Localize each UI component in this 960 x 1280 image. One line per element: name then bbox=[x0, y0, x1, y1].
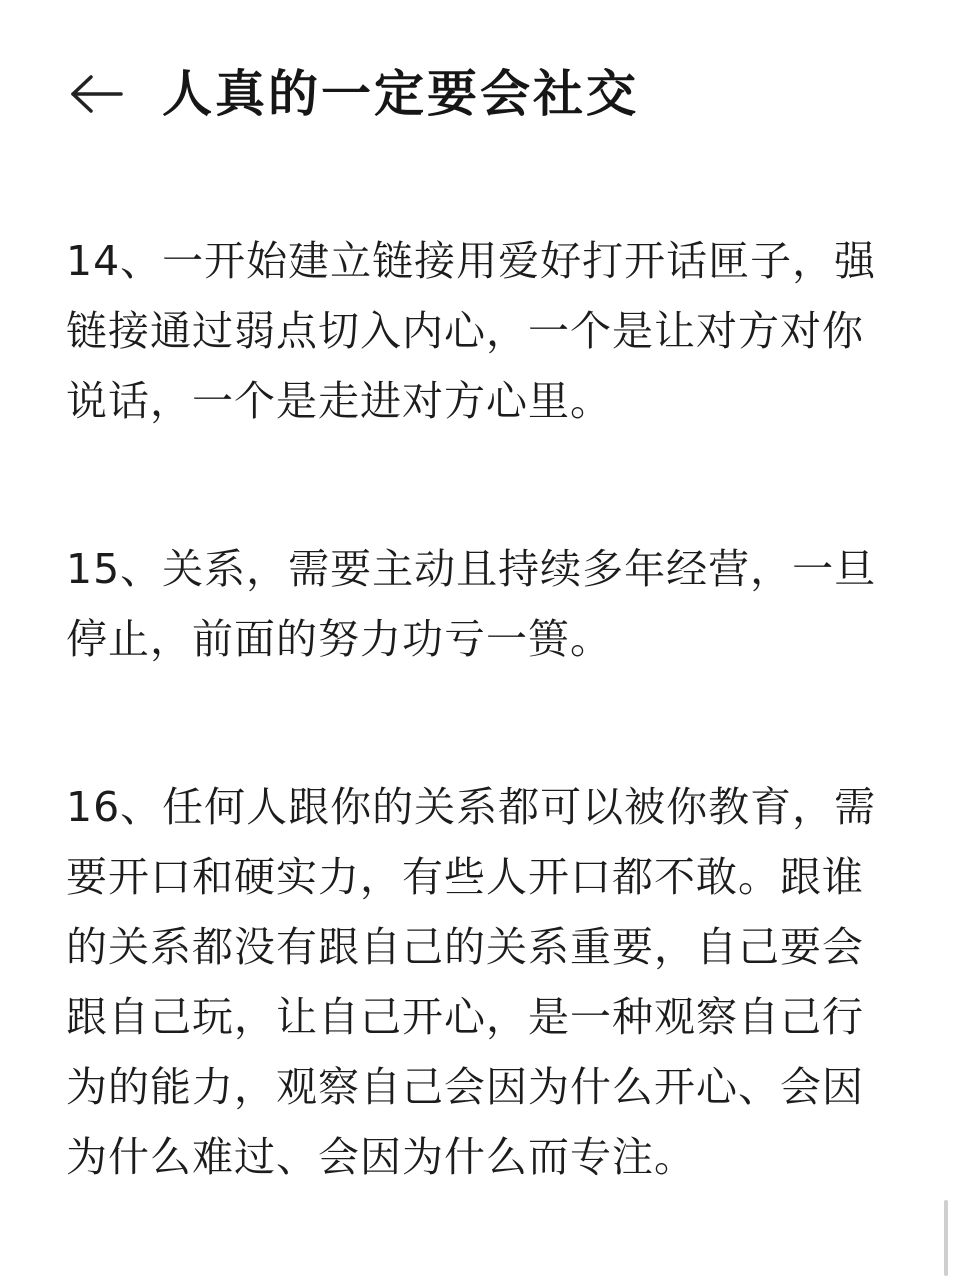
paragraph-15: 15、关系，需要主动且持续多年经营，一旦停止，前面的努力功亏一篑。 bbox=[66, 545, 877, 663]
back-button[interactable] bbox=[62, 66, 128, 122]
article-body bbox=[66, 226, 886, 1192]
page-title: 人真的一定要会社交 bbox=[162, 65, 639, 123]
paragraph-16: 16、任何人跟你的关系都可以被你教育，需要开口和硬实力，有些人开口都不敢。跟谁的关系都没有跟自己的关系重要，自己要会跟自己玩，让自己开心，是一种观察自己行为的能力，观察自己会因为什么开心、会因为什么难过、会因为什么而专注。 bbox=[66, 783, 877, 1181]
arrow-left-icon bbox=[65, 69, 125, 119]
scrollbar[interactable] bbox=[944, 1200, 948, 1276]
paragraph-14: 14、一开始建立链接用爱好打开话匣子，强链接通过弱点切入内心，一个是让对方对你说话，一个是走进对方心里。 bbox=[66, 237, 877, 425]
top-bar bbox=[0, 52, 960, 136]
